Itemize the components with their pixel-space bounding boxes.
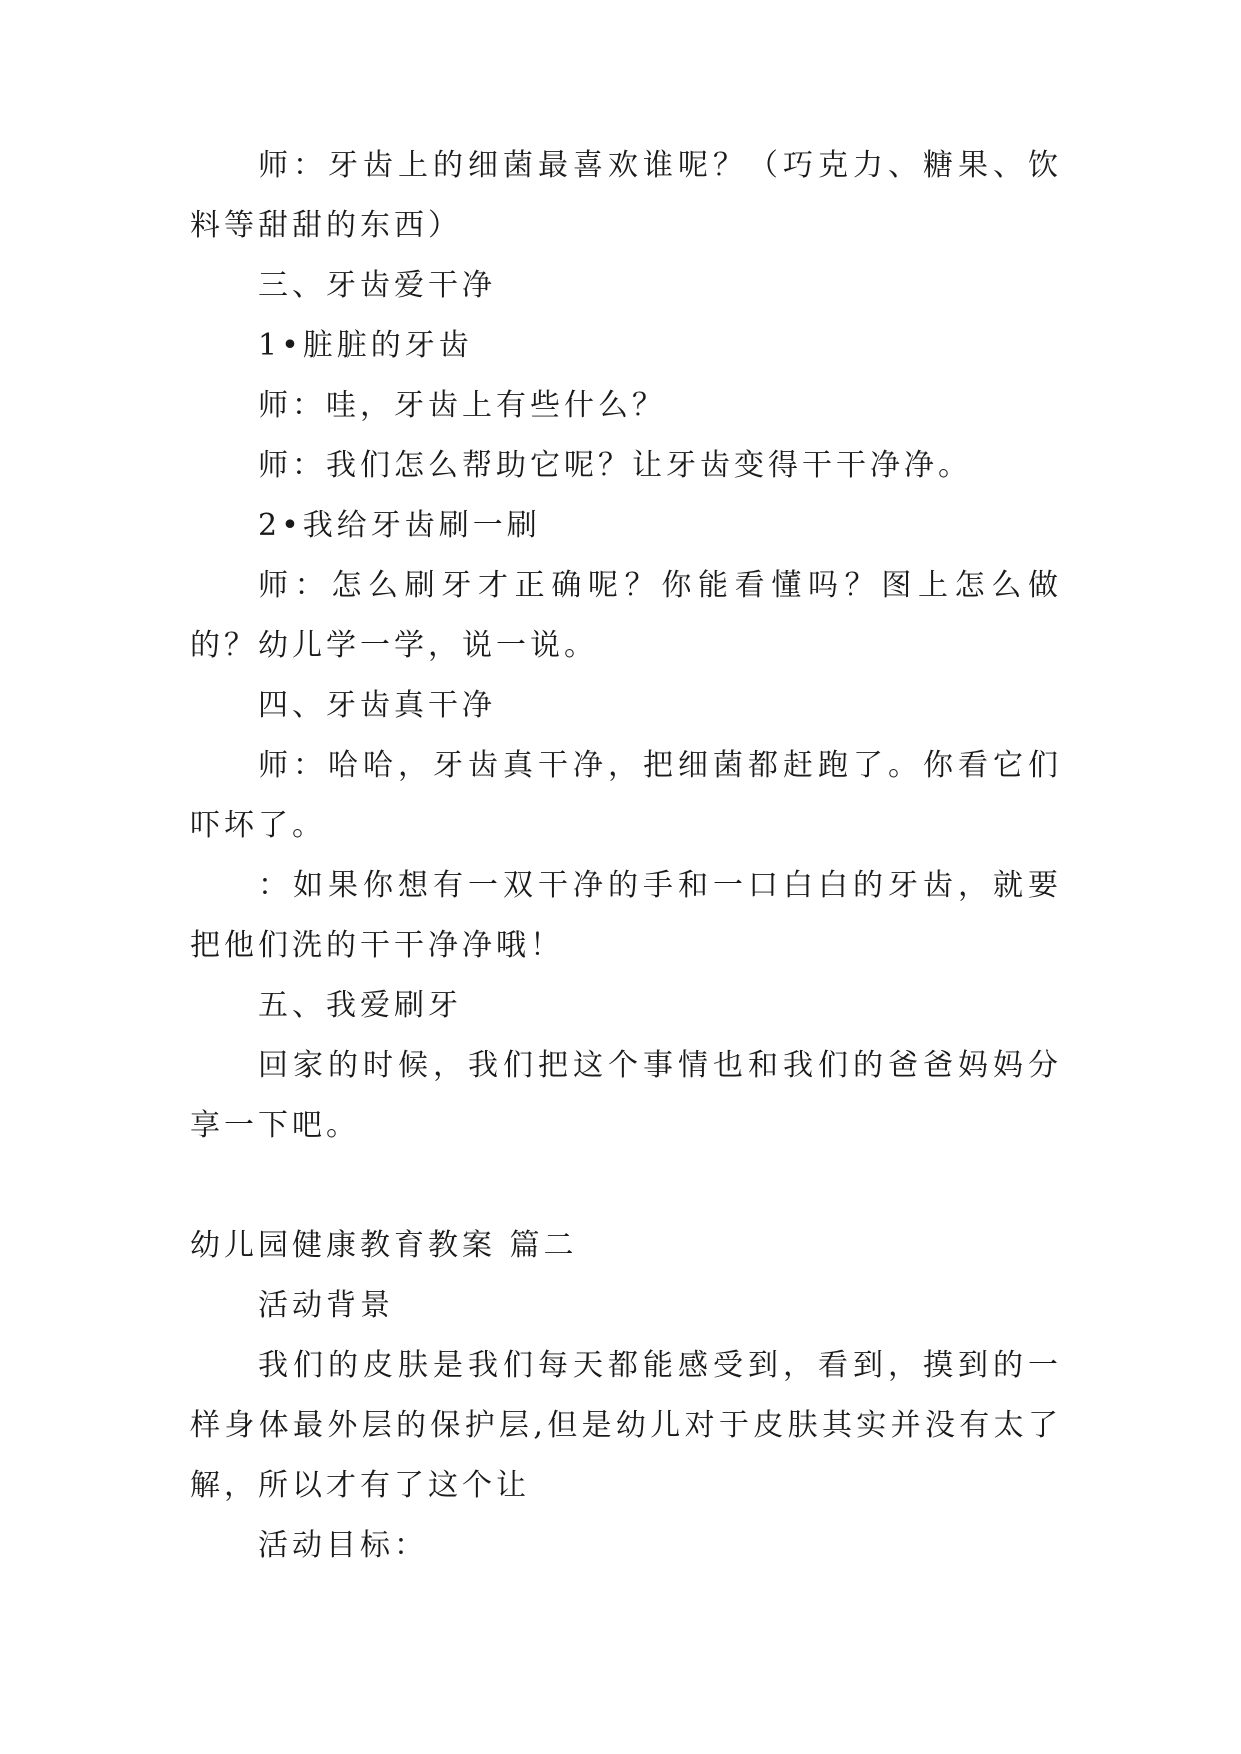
heading-love-brushing: 五、我爱刷牙 xyxy=(258,988,462,1023)
paragraph-children-learn: 幼儿学一学，说一说。 xyxy=(258,628,598,663)
paragraph-bacteria-question: 师：牙齿上的细菌最喜欢谁呢？（巧克力、糖果、饮料等甜甜的东西） xyxy=(190,148,1062,243)
heading-teeth-clean: 四、牙齿真干净 xyxy=(258,688,496,723)
paragraph-share-with-parents: 回家的时候，我们把这个事情也和我们的爸爸妈妈分享一下吧。 xyxy=(190,1048,1062,1143)
paragraph-what-on-teeth: 师：哇，牙齿上有些什么？ xyxy=(258,388,666,423)
paragraph-clean-hands-teeth: ：如果你想有一双干净的手和一口白白的牙齿，就要把他们洗的干干净净哦！ xyxy=(190,868,1062,963)
subheading-dirty-teeth: 1•脏脏的牙齿 xyxy=(258,328,473,363)
heading-activity-background: 活动背景 xyxy=(258,1288,394,1323)
paragraph-skin-background: 我们的皮肤是我们每天都能感受到，看到，摸到的一样身体最外层的保护层,但是幼儿对于皮肤其实并没有太了解，所以才有了这个让 xyxy=(190,1348,1062,1503)
paragraph-how-brush: 师：怎么刷牙才正确呢？你能看懂吗？图上怎么做的？ xyxy=(190,568,1062,663)
paragraph-how-help: 师：我们怎么帮助它呢？让牙齿变得干干净净。 xyxy=(258,448,972,483)
paragraph-bacteria-scared: 师：哈哈，牙齿真干净，把细菌都赶跑了。你看它们吓坏了。 xyxy=(190,748,1062,843)
heading-activity-goals: 活动目标： xyxy=(258,1528,428,1563)
subheading-brush-teeth: 2•我给牙齿刷一刷 xyxy=(258,508,541,543)
heading-teeth-love-clean: 三、牙齿爱干净 xyxy=(258,268,496,303)
section-title: 幼儿园健康教育教案 篇二 xyxy=(190,1228,578,1263)
